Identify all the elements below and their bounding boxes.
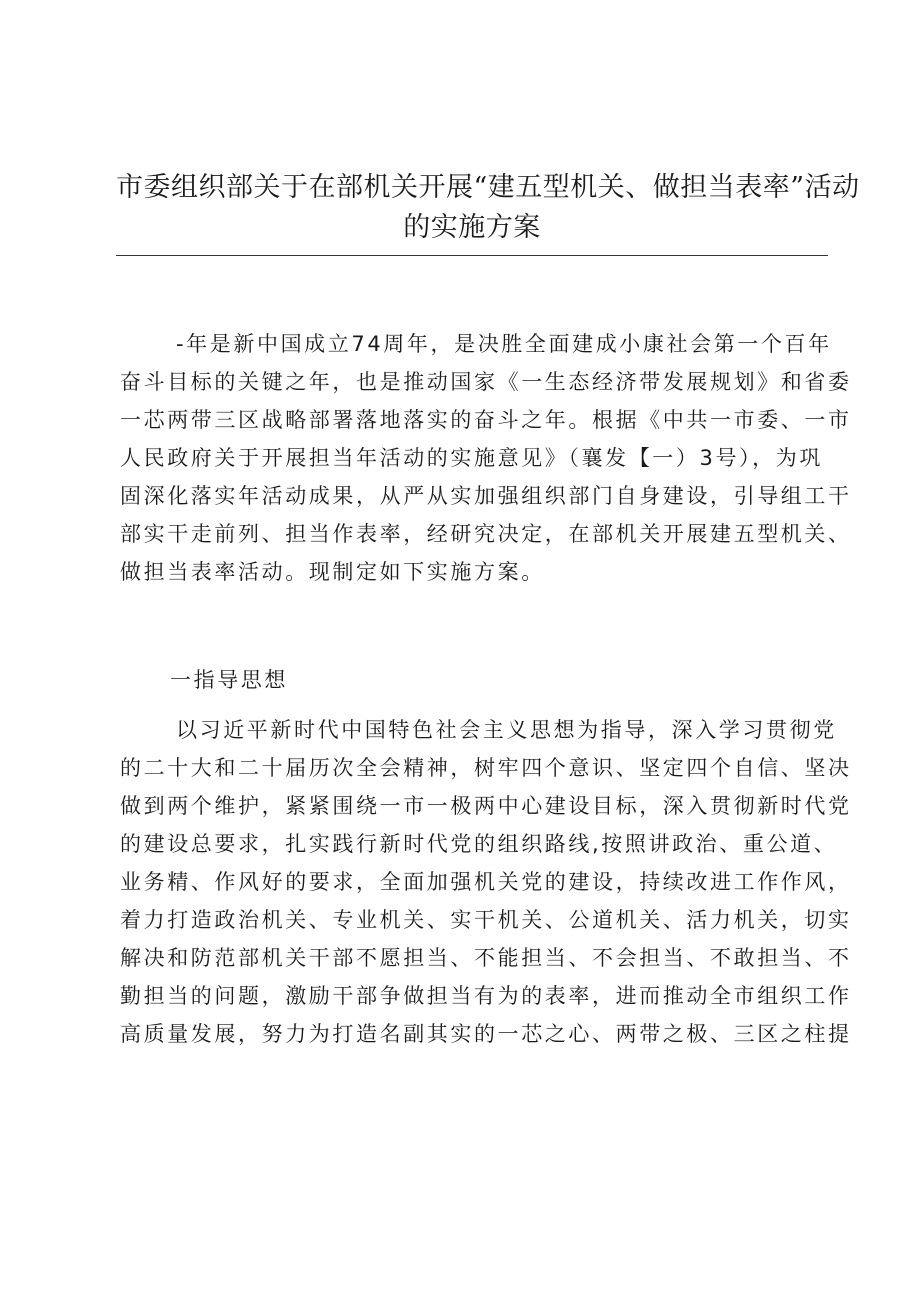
paragraph-intro	[120, 325, 852, 591]
paragraph-line: 高质量发展，努力为打造名副其实的一芯之心、两带之极、三区之柱提	[120, 1022, 852, 1046]
paragraph-line: 以习近平新时代中国特色社会主义思想为指导，深入学习贯彻党	[176, 718, 837, 742]
paragraph-line: -年是新中国成立74周年，是决胜全面建成小康社会第一个百年	[176, 332, 832, 356]
paragraph-line: 固深化落实年活动成果，从严从实加强组织部门自身建设，引导组工干	[120, 484, 852, 508]
paragraph-line: 的二十大和二十届历次全会精神，树牢四个意识、坚定四个自信、坚决	[120, 756, 852, 780]
title-underline	[116, 255, 828, 256]
paragraph-line: 一芯两带三区战略部署落地落实的奋斗之年。根据《中共一市委、一市	[120, 408, 852, 432]
paragraph-line: 勤担当的问题，激励干部争做担当有为的表率，进而推动全市组织工作	[120, 984, 852, 1008]
paragraph-line: 做到两个维护，紧紧围绕一市一极两中心建设目标，深入贯彻新时代党	[120, 794, 852, 818]
paragraph-line: 奋斗目标的关键之年，也是推动国家《一生态经济带发展规划》和省委	[120, 370, 852, 394]
paragraph-line: 人民政府关于开展担当年活动的实施意见》（襄发【一）3号），为巩	[120, 446, 823, 470]
paragraph-line: 做担当表率活动。现制定如下实施方案。	[120, 560, 545, 584]
paragraph-line: 解决和防范部机关干部不愿担当、不能担当、不会担当、不敢担当、不	[120, 946, 852, 970]
paragraph-line: 着力打造政治机关、专业机关、实干机关、公道机关、活力机关，切实	[120, 908, 852, 932]
paragraph-line: 部实干走前列、担当作表率，经研究决定，在部机关开展建五型机关、	[120, 522, 852, 546]
title-line-1: 市委组织部关于在部机关开展“建五型机关、做担当表率”活动	[116, 172, 860, 203]
paragraph-line: 业务精、作风好的要求，全面加强机关党的建设，持续改进工作作风，	[120, 870, 852, 894]
section-heading-text: 一指导思想	[170, 668, 288, 692]
title-line-2: 的实施方案	[403, 212, 541, 243]
section-heading	[120, 661, 840, 699]
paragraph-guiding-thought	[120, 711, 852, 1053]
paragraph-line: 的建设总要求，扎实践行新时代党的组织路线,按照讲政治、重公道、	[120, 832, 838, 856]
document-title	[116, 168, 860, 248]
